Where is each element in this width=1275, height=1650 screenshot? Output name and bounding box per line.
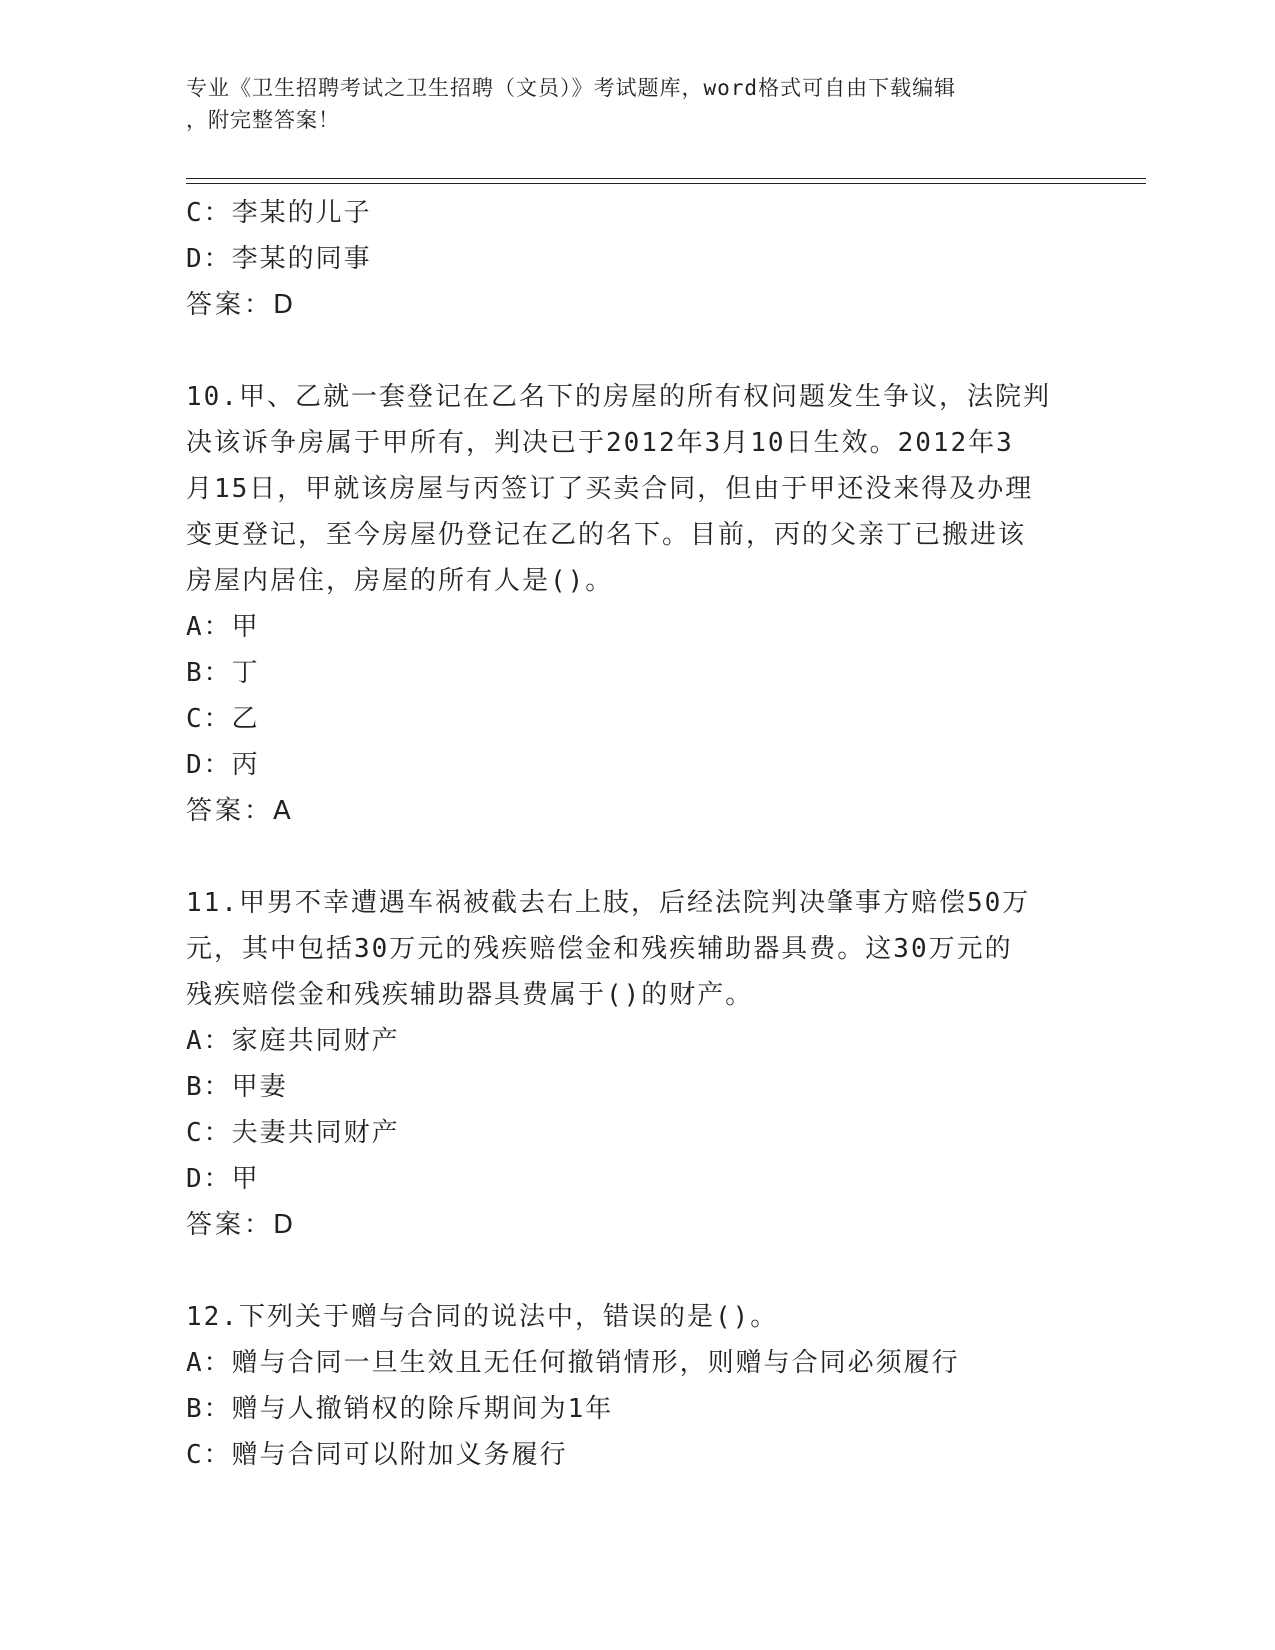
option-a: A：赠与合同一旦生效且无任何撤销情形，则赠与合同必须履行 [186, 1348, 960, 1378]
option-a: A：甲 [186, 612, 260, 642]
option-d: D：李某的同事 [186, 244, 372, 274]
option-b: B：赠与人撤销权的除斥期间为1年 [186, 1394, 614, 1424]
document-header [186, 72, 1066, 136]
question-list [186, 190, 1086, 1478]
question-10 [186, 374, 1086, 834]
option-b: B：丁 [186, 658, 260, 688]
header-rule-top [186, 178, 1146, 179]
option-a: A：家庭共同财产 [186, 1026, 400, 1056]
option-d: D：丙 [186, 750, 260, 780]
option-c: C：李某的儿子 [186, 198, 372, 228]
header-line-1: 专业《卫生招聘考试之卫生招聘（文员）》考试题库，word格式可自由下载编辑 [186, 76, 957, 100]
question-12 [186, 1294, 1086, 1478]
question-text-line: 变更登记，至今房屋仍登记在乙的名下。目前，丙的父亲丁已搬进该 [186, 520, 1027, 550]
option-c: C：夫妻共同财产 [186, 1118, 400, 1148]
question-text-line: 残疾赔偿金和残疾辅助器具费属于()的财产。 [186, 980, 754, 1010]
question-text-line: 10.甲、乙就一套登记在乙名下的房屋的所有权问题发生争议，法院判 [186, 382, 1051, 412]
question-text-line: 房屋内居住，房屋的所有人是()。 [186, 566, 614, 596]
question-text-line: 决该诉争房属于甲所有，判决已于2012年3月10日生效。2012年3 [186, 428, 1014, 458]
spacer [186, 1248, 1086, 1294]
question-text-line: 月15日，甲就该房屋与丙签订了买卖合同，但由于甲还没来得及办理 [186, 474, 1034, 504]
question-text-line: 11.甲男不幸遭遇车祸被截去右上肢，后经法院判决肇事方赔偿50万 [186, 888, 1031, 918]
answer: 答案：D [186, 1210, 297, 1240]
header-line-2: ，附完整答案！ [186, 108, 340, 132]
spacer [186, 834, 1086, 880]
option-c: C：乙 [186, 704, 260, 734]
question-text-line: 12.下列关于赠与合同的说法中，错误的是()。 [186, 1302, 779, 1332]
option-b: B：甲妻 [186, 1072, 288, 1102]
option-c: C：赠与合同可以附加义务履行 [186, 1440, 568, 1470]
answer: 答案：A [186, 796, 294, 826]
question-11 [186, 880, 1086, 1248]
spacer [186, 328, 1086, 374]
header-rule-bottom [186, 183, 1146, 184]
answer: 答案：D [186, 290, 297, 320]
option-d: D：甲 [186, 1164, 260, 1194]
question-9-continuation [186, 190, 1086, 328]
question-text-line: 元，其中包括30万元的残疾赔偿金和残疾辅助器具费。这30万元的 [186, 934, 1013, 964]
